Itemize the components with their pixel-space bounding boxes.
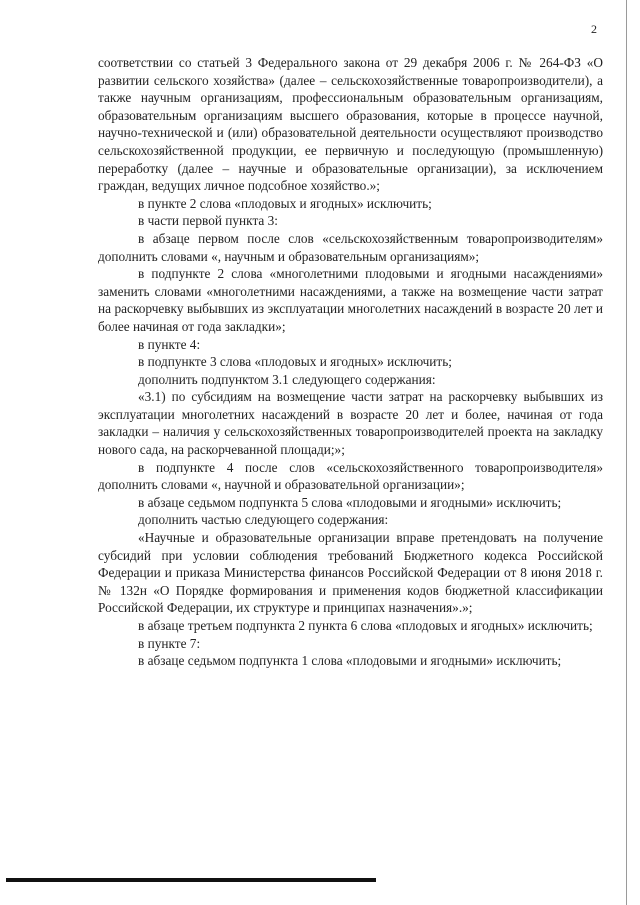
paragraph: в пункте 2 слова «плодовых и ягодных» исключить; — [138, 195, 432, 211]
paragraph: в подпункте 2 слова «многолетними плодовыми и ягодными насаждениями» заменить словами «многолетними насаждениями, а также на возмещение части затрат на раскорчевку выбывших из эксплуатации многолетних насаждений в возрасте 20 лет и более начиная от года закладки»; — [98, 266, 603, 334]
paragraph: «3.1) по субсидиям на возмещение части затрат на раскорчевку выбывших из эксплуатации многолетних насаждений в возрасте 20 лет и более, начиная от года закладки – наличия у сельскохозяйственных товаропроизводителей проекта на закладку нового сада, на раскорчеванной площади;»; — [98, 389, 603, 458]
bottom-scan-rule — [6, 878, 376, 882]
paragraph: в подпункте 4 после слов «сельскохозяйственного товаропроизводителя» дополнить словами «, научной и образовательной организации»; — [98, 459, 603, 493]
paragraph: «Научные и образовательные организации вправе претендовать на получение субсидий при условии соблюдения требований Бюджетного кодекса Российской Федерации и приказа Министерства финансов Российской Федерации от 8 июня 2018 г. № 132н «О Порядке формирования и применения кодов бюджетной классификации Российской Федерации, их структуре и принципах назначения».»; — [98, 530, 603, 616]
paragraph: в абзаце первом после слов «сельскохозяйственным товаропроизводителям» дополнить словами «, научным и образовательным организациям»; — [98, 230, 603, 264]
paragraph: в абзаце седьмом подпункта 5 слова «плодовыми и ягодными» исключить; — [138, 494, 562, 510]
paragraph: в пункте 4: — [138, 336, 201, 352]
paragraph: в подпункте 3 слова «плодовых и ягодных» исключить; — [138, 354, 452, 370]
document-body — [98, 54, 603, 670]
paragraph: в части первой пункта 3: — [138, 213, 278, 229]
paragraph: в абзаце седьмом подпункта 1 слова «плодовыми и ягодными» исключить; — [138, 653, 562, 669]
paragraph: дополнить подпунктом 3.1 следующего содержания: — [138, 371, 436, 387]
paragraph: в абзаце третьем подпункта 2 пункта 6 слова «плодовых и ягодных» исключить; — [138, 618, 593, 633]
page-number: 2 — [591, 22, 597, 36]
paragraph: в пункте 7: — [138, 635, 201, 651]
page-edge-line — [626, 0, 627, 905]
paragraph: дополнить частью следующего содержания: — [138, 512, 389, 528]
paragraph: соответствии со статьей 3 Федерального закона от 29 декабря 2006 г. № 264-ФЗ «О развитии сельского хозяйства» (далее – сельскохозяйственные товаропроизводители), а также научным организациям, профессиональным образовательным организациям, образовательным организациям высшего образования, которые в процессе научной, научно-технической и (или) образовательной деятельности осуществляют производство сельскохозяйственной продукции, ее первичную и последующую (промышленную) переработку (далее – научные и образовательные организации), за исключением граждан, ведущих личное подсобное хозяйство.»; — [98, 55, 603, 194]
